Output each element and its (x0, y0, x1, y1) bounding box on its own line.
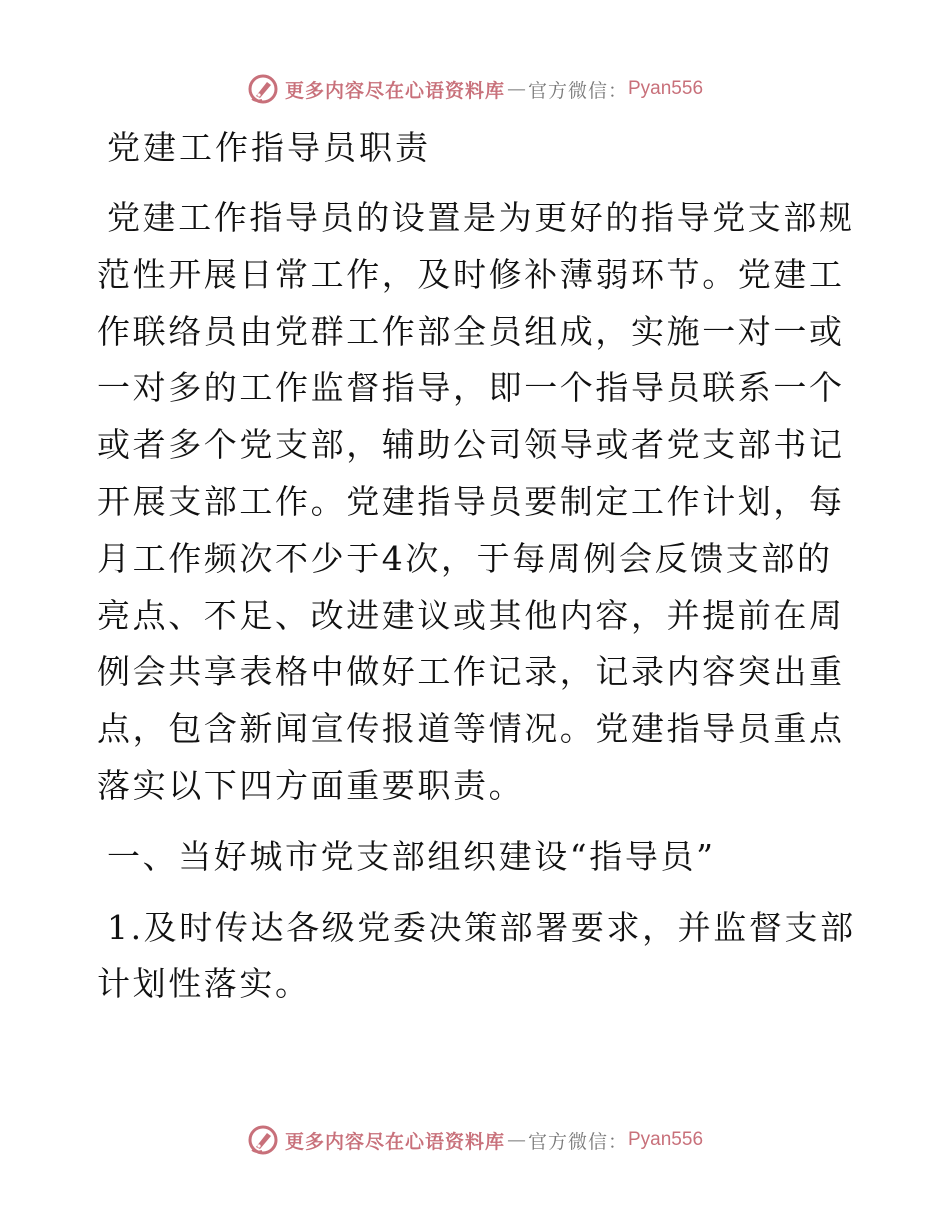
section-1-heading: 一、当好城市党支部组织建设“指导员” (107, 836, 716, 876)
header-watermark (0, 72, 950, 106)
watermark-separator: — (506, 78, 526, 100)
watermark-wechat-id: Pyan556 (628, 78, 704, 99)
watermark-wechat-id: Pyan556 (628, 1129, 704, 1150)
watermark-separator: — (506, 1129, 526, 1151)
watermark-text: 更多内容尽在心语资料库 (284, 79, 505, 102)
watermark-official-label: 官方微信： (527, 1130, 628, 1153)
pen-nib-circle-icon (247, 73, 279, 105)
watermark-official-label: 官方微信： (527, 79, 628, 102)
watermark-text: 更多内容尽在心语资料库 (284, 1130, 505, 1153)
section-1-item-1: 1.及时传达各级党委决策部署要求，并监督支部计划性落实。 (97, 907, 856, 1004)
pen-nib-circle-icon (247, 1124, 279, 1156)
document-body (97, 120, 857, 1013)
document-title: 党建工作指导员职责 (107, 128, 431, 167)
footer-watermark (0, 1123, 950, 1157)
intro-paragraph: 党建工作指导员的设置是为更好的指导党支部规范性开展日常工作，及时修补薄弱环节。党建工作联络员由党群工作部全员组成，实施一对一或一对多的工作监督指导，即一个指导员联系一个或者多个党支部，辅助公司领导或者党支部书记开展支部工作。党建指导员要制定工作计划，每月工作频次不少于4次，于每周例会反馈支部的亮点、不足、改进建议或其他内容，并提前在周例会共享表格中做好工作记录，记录内容突出重点，包含新闻宣传报道等情况。党建指导员重点落实以下四方面重要职责。 (97, 198, 855, 805)
